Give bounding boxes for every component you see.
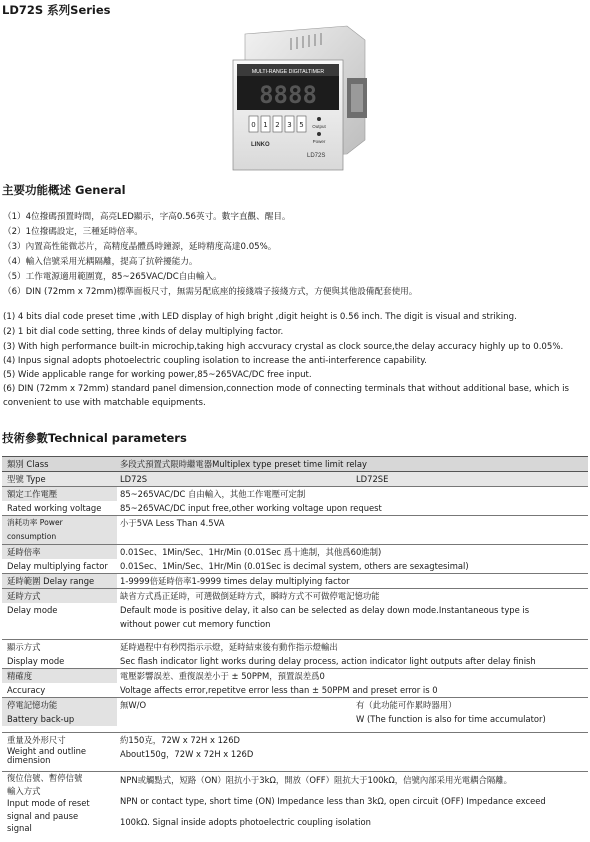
rated-voltage-cn-label: 額定工作電壓 bbox=[2, 487, 117, 502]
rated-voltage-en-label: Rated working voltage bbox=[7, 503, 102, 513]
general-cn-line: （2）1位撥碼設定，三種延時倍率。 bbox=[3, 227, 143, 237]
dial-digit: 2 bbox=[275, 121, 280, 129]
weight-en-label: Weight and outline dimension bbox=[7, 746, 87, 765]
display-mode-en-label: Display mode bbox=[7, 656, 65, 666]
tech-heading: 技術參數Technical parameters bbox=[2, 431, 187, 445]
delay-range-value: 1-9999倍延時倍率1-9999 times delay multiplying factor bbox=[117, 574, 588, 589]
delay-mode-line: without power cut memory function bbox=[120, 619, 271, 629]
table-row bbox=[2, 654, 588, 669]
delay-mode-en-label: Delay mode bbox=[7, 605, 58, 615]
table-row bbox=[2, 640, 588, 655]
delay-mode-line: 缺省方式爲正延時，可選做倒延時方式，瞬時方式不可做停電記憶功能 bbox=[117, 589, 588, 604]
battery-a: 無W/O bbox=[117, 698, 353, 713]
table-row bbox=[2, 698, 588, 713]
power-led-icon bbox=[317, 132, 321, 136]
table-row bbox=[2, 712, 588, 726]
spec-table bbox=[2, 456, 588, 835]
power-label: Power bbox=[312, 139, 326, 144]
table-row bbox=[2, 457, 588, 472]
general-cn-line: （5）工作電源適用範圍寬，85~265VAC/DC自由輸入。 bbox=[3, 272, 222, 282]
display-mode-cn-label: 顯示方式 bbox=[2, 640, 117, 655]
table-row bbox=[2, 772, 588, 793]
display-mode-en-value: Sec flash indicator light works during delay process, action indicator light outputs after delay finish bbox=[120, 656, 536, 666]
general-en-line: (1) 4 bits dial code preset time ,with LED display of high bright ,digit height is 0.56 inch. The digit is visual and striking. bbox=[3, 312, 517, 322]
table-row bbox=[2, 733, 588, 748]
table-row bbox=[2, 589, 588, 604]
delay-factor-cn-value: 0.01Sec、1Min/Sec、1Hr/Min (0.01Sec 爲十進制，其他爲60進制) bbox=[117, 545, 588, 560]
type-b: LD72SE bbox=[353, 472, 588, 487]
table-row bbox=[2, 747, 588, 765]
general-en-line: (2) 1 bit dial code setting, three kinds of delay multiplying factor. bbox=[3, 327, 284, 337]
output-led-icon bbox=[317, 117, 321, 121]
general-heading: 主要功能概述 General bbox=[2, 183, 126, 197]
delay-factor-en-label: Delay multiplying factor bbox=[7, 561, 108, 571]
brand-logo: LINKO bbox=[251, 142, 270, 148]
type-label: 型號 Type bbox=[2, 472, 117, 487]
class-value: 多段式預置式限時繼電器Multiplex type preset time limit relay bbox=[117, 457, 588, 472]
dial-digit: 3 bbox=[287, 121, 292, 129]
accuracy-en-value: Voltage affects error,repetitve error less than ± 50PPM and preset error is 0 bbox=[120, 685, 438, 695]
table-row bbox=[2, 574, 588, 589]
reset-input-line: NPN或觸點式，短路（ON）阻抗小于3kΩ，開放（OFF）阻抗大于100kΩ，信號內部采用光電耦合隔離。 bbox=[117, 772, 588, 793]
table-row bbox=[2, 501, 588, 516]
battery-b: 有（此功能可作累時器用） bbox=[353, 698, 588, 713]
accuracy-cn-value: 電壓影響誤差、重復誤差小于 ± 50PPM，預置誤差爲0 bbox=[117, 669, 588, 684]
delay-mode-line: Default mode is positive delay, it also can be selected as delay down mode.Instantaneous type is bbox=[120, 605, 530, 615]
table-row bbox=[2, 516, 588, 545]
accuracy-en-label: Accuracy bbox=[7, 685, 46, 695]
product-photo bbox=[215, 22, 370, 172]
weight-en-value: About150g，72W x 72H x 126D bbox=[120, 749, 254, 759]
battery-en-label: Battery back-up bbox=[2, 712, 117, 726]
general-en-line: (6) DIN (72mm x 72mm) standard panel dimension,connection mode of connecting terminals that without additional base, which is bbox=[3, 384, 570, 394]
table-row bbox=[2, 472, 588, 487]
table-row bbox=[2, 617, 588, 631]
rated-voltage-en-value: 85~265VAC/DC input free,other working voltage upon request bbox=[120, 503, 382, 513]
weight-cn-label: 重量及外形尺寸 bbox=[2, 733, 117, 748]
accuracy-cn-label: 精確度 bbox=[2, 669, 117, 684]
dial-digit: 1 bbox=[263, 121, 268, 129]
general-cn-line: （3）內置高性能微芯片，高精度晶體爲時鐘源，延時精度高達0.05%。 bbox=[3, 242, 277, 252]
general-cn-line: （1）4位撥碼預置時間，高亮LED顯示，字高0.56英寸。數字直觀、醒目。 bbox=[3, 212, 291, 222]
type-a: LD72S bbox=[117, 472, 353, 487]
delay-factor-cn-label: 延時倍率 bbox=[2, 545, 117, 560]
delay-mode-cn-label: 延時方式 bbox=[2, 589, 117, 604]
battery-b-en: W (The function is also for time accumulator) bbox=[356, 714, 546, 724]
delay-factor-en-value: 0.01Sec、1Min/Sec、1Hr/Min (0.01Sec is decimal system, others are sexagtesimal) bbox=[120, 561, 469, 571]
table-row bbox=[2, 603, 588, 617]
output-label: Output bbox=[312, 124, 326, 129]
general-en-line: (4) Inpus signal adopts photoelectric coupling isolation to increase the anti-interference capability. bbox=[3, 356, 427, 366]
table-row bbox=[2, 669, 588, 684]
reset-input-line: 100kΩ. Signal inside adopts photoelectric coupling isolation bbox=[120, 816, 371, 827]
dial-digit: 5 bbox=[299, 121, 304, 129]
table-row bbox=[2, 559, 588, 574]
power-consumption-label: 消耗功率 Power consumption bbox=[2, 516, 117, 545]
rated-voltage-cn-value: 85~265VAC/DC 自由輸入，其他工作電壓可定制 bbox=[117, 487, 588, 502]
general-cn-line: （6）DIN (72mm x 72mm)標準面板尺寸，無需另配底座的接綫端子接綫方式，方便與其他設備配套使用。 bbox=[3, 287, 418, 297]
general-en-line: (5) Wide applicable range for working power,85~265VAC/DC free input. bbox=[3, 370, 312, 380]
dial-digit: 0 bbox=[251, 121, 256, 129]
battery-cn-label: 停電記憶功能 bbox=[2, 698, 117, 713]
page-title: LD72S 系列Series bbox=[2, 3, 111, 17]
reset-input-line: NPN or contact type, short time (ON) Impedance less than 3kΩ, open circuit (OFF) Impedance exceed bbox=[120, 795, 546, 806]
table-row bbox=[2, 683, 588, 698]
class-label: 類別 Class bbox=[2, 457, 117, 472]
power-consumption-value: 小于5VA Less Than 4.5VA bbox=[117, 516, 588, 545]
reset-input-label: 復位信號、暫停信號 輸入方式 Input mode of reset signal and pause signal bbox=[2, 772, 117, 835]
general-en-line: (3) With high performance built-in microchip,taking high accvuracy crystal as clock source,the delay accuracy highly up to 0.05%. bbox=[3, 342, 564, 352]
display-mode-cn-value: 延時過程中有秒閃指示示燈，延時結束後有動作指示燈輸出 bbox=[117, 640, 588, 655]
model-label: LD72S bbox=[307, 153, 326, 159]
led-display: 8888 bbox=[259, 81, 317, 109]
table-row bbox=[2, 487, 588, 502]
delay-range-label: 延時範圍 Delay range bbox=[2, 574, 117, 589]
table-row bbox=[2, 545, 588, 560]
panel-label: MULTI-RANGE DIGITALTIMER bbox=[251, 69, 325, 75]
dial-switches bbox=[249, 116, 306, 132]
general-cn-line: （4）輸入信號采用光耦隔離，提高了抗幹擾能力。 bbox=[3, 257, 198, 267]
weight-cn-value: 約150克，72W x 72H x 126D bbox=[117, 733, 588, 748]
general-en-line: convenient to use with matchable equipments. bbox=[3, 398, 206, 408]
